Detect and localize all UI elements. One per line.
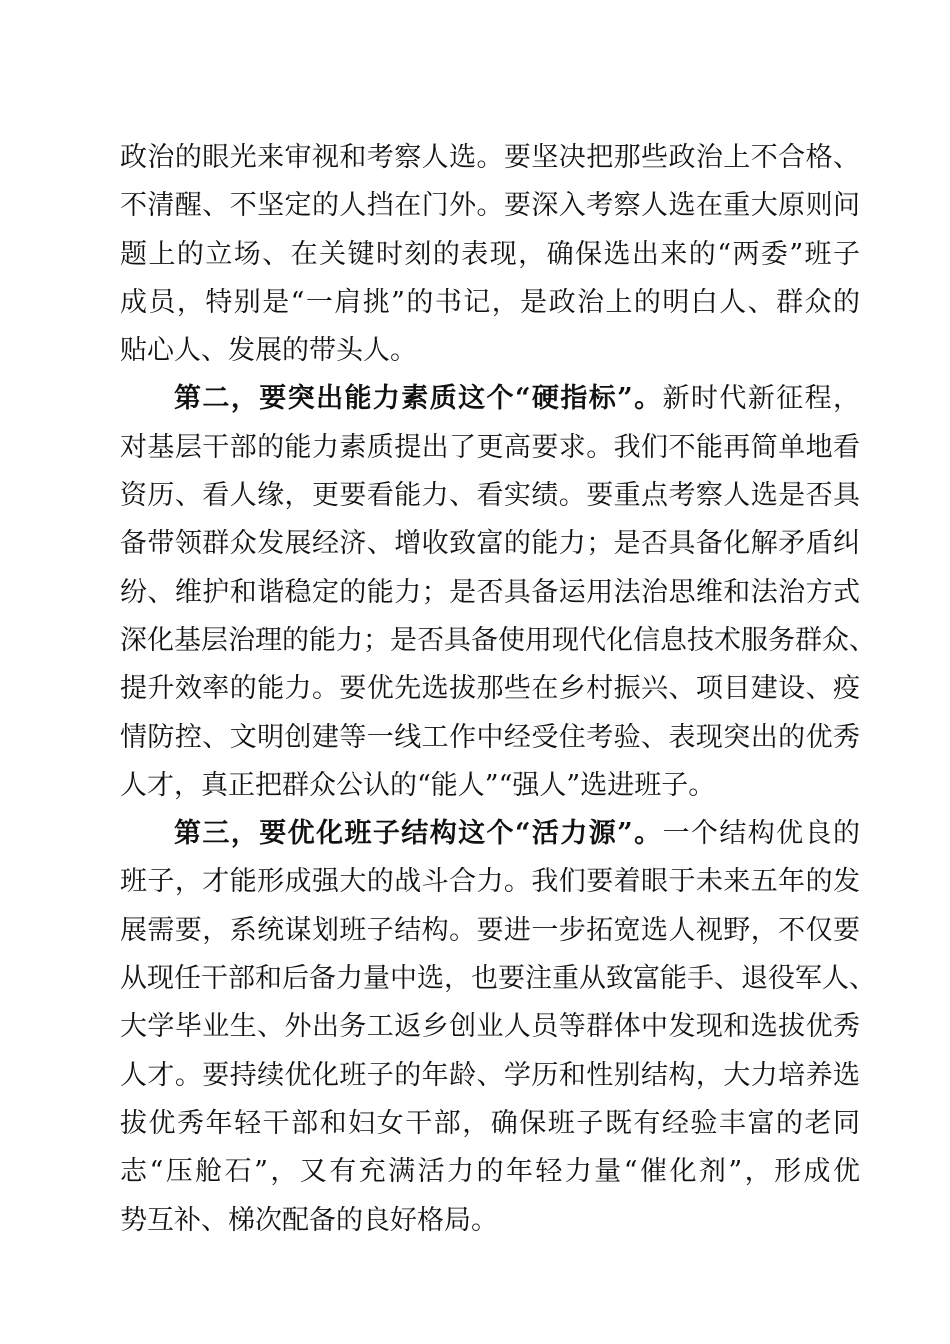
paragraph-line: 深化基层治理的能力；是否具备使用现代化信息技术服务群众、: [120, 624, 876, 656]
document-body: [120, 134, 876, 1245]
paragraph-line: 展需要，系统谋划班子结构。要进一步拓宽选人视野，不仅要: [120, 914, 860, 946]
paragraph-line: 备带领群众发展经济、增收致富的能力；是否具备化解矛盾纠: [120, 528, 860, 560]
paragraph-line: 政治的眼光来审视和考察人选。要坚决把那些政治上不合格、: [120, 142, 860, 173]
paragraph-line: 资历、看人缘，更要看能力、看实绩。要重点考察人选是否具: [120, 480, 860, 512]
paragraph-line: 从现任干部和后备力量中选，也要注重从致富能手、退役军人、: [120, 963, 876, 995]
paragraph-line: 成员，特别是“一肩挑”的书记，是政治上的明白人、群众的: [120, 286, 860, 318]
paragraph-2: [120, 375, 876, 810]
paragraph-line: 班子，才能形成强大的战斗合力。我们要着眼于未来五年的发: [120, 866, 860, 898]
paragraph-line: 纷、维护和谐稳定的能力；是否具备运用法治思维和法治方式: [120, 576, 860, 608]
paragraph-line: 提升效率的能力。要优先选拔那些在乡村振兴、项目建设、疫: [120, 673, 860, 705]
paragraph-heading: 第二，要突出能力素质这个“硬指标”。: [174, 383, 663, 415]
paragraph-line: 人才，真正把群众公认的“能人”“强人”选进班子。: [120, 769, 716, 801]
paragraph-heading: 第三，要优化班子结构这个“活力源”。: [174, 818, 663, 850]
paragraph-line: 大学毕业生、外出务工返乡创业人员等群体中发现和选拔优秀: [120, 1011, 860, 1043]
paragraph-line: 情防控、文明创建等一线工作中经受住考验、表现突出的优秀: [120, 721, 860, 753]
paragraph-first-line-text: 新时代新征程，: [662, 383, 860, 415]
paragraph-first-line: [120, 375, 860, 423]
paragraph-first-line-text: 一个结构优良的: [662, 818, 860, 850]
paragraph-line: 人才。要持续优化班子的年龄、学历和性别结构，大力培养选: [120, 1059, 860, 1091]
paragraph-line: 志“压舱石”，又有充满活力的年轻力量“催化剂”，形成优: [120, 1156, 860, 1188]
paragraph-line: 势互补、梯次配备的良好格局。: [120, 1204, 498, 1236]
paragraph-line: 不清醒、不坚定的人挡在门外。要深入考察人选在重大原则问: [120, 190, 860, 222]
paragraph-3: [120, 810, 876, 1245]
paragraph-line: 贴心人、发展的带头人。: [120, 335, 417, 367]
paragraph-1: [120, 134, 860, 375]
paragraph-line: 拔优秀年轻干部和妇女干部，确保班子既有经验丰富的老同: [120, 1107, 860, 1139]
paragraph-first-line: [120, 810, 860, 858]
paragraph-line: 对基层干部的能力素质提出了更高要求。我们不能再简单地看: [120, 431, 860, 463]
paragraph-line: 题上的立场、在关键时刻的表现，确保选出来的“两委”班子: [120, 238, 860, 270]
